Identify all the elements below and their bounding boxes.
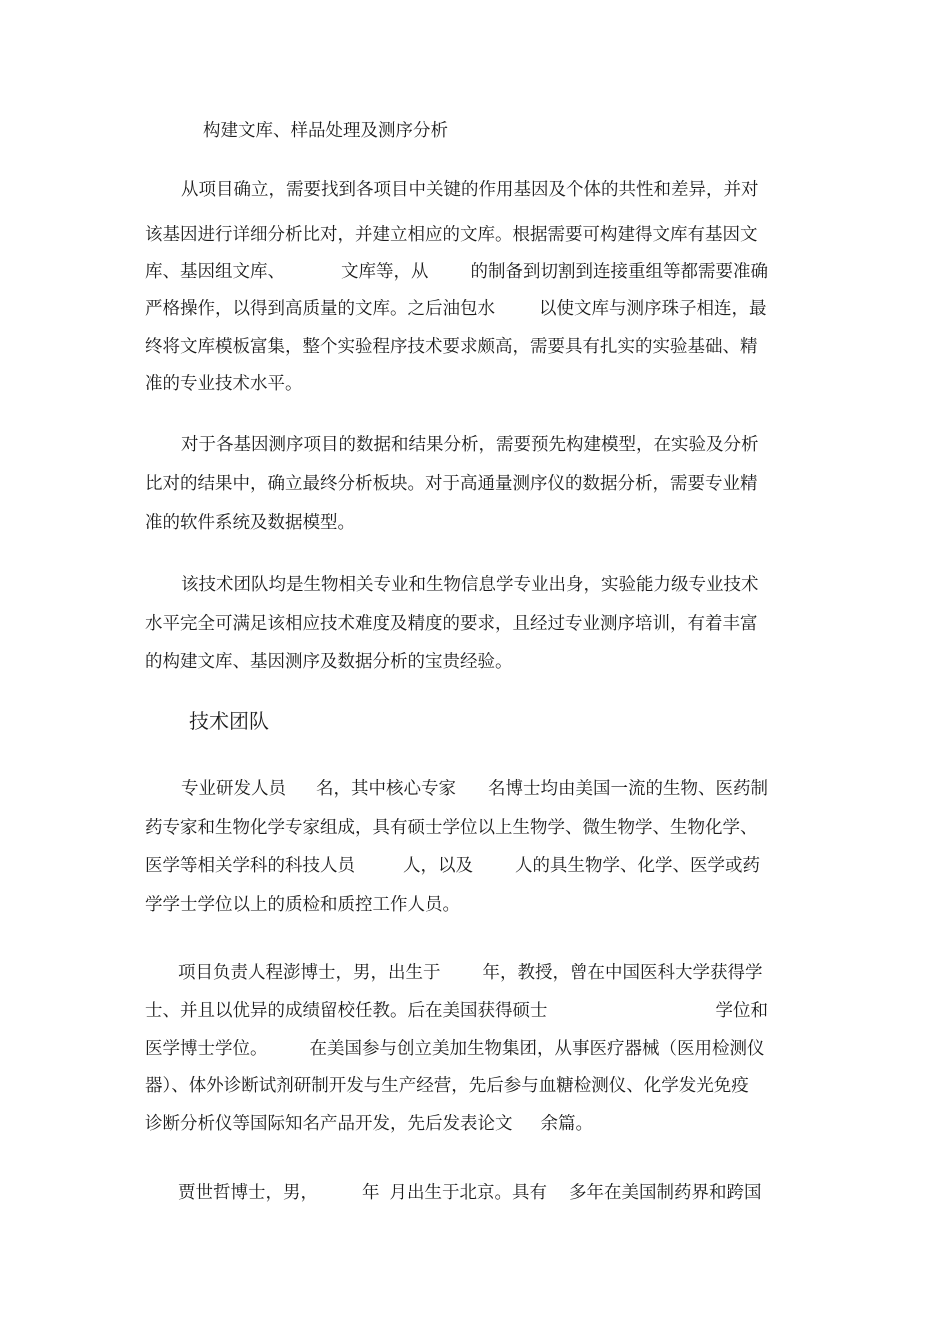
text-segment: 名，其中核心专家	[316, 779, 456, 799]
text-line	[145, 855, 760, 877]
text-segment: 年，教授，曾在中国医科大学获得学	[482, 963, 763, 983]
text-segment: 余篇。	[540, 1114, 593, 1134]
text-segment: 多年在美国制药界和跨国	[569, 1183, 762, 1203]
text-line: 准的软件系统及数据模型。	[145, 513, 355, 533]
text-line	[178, 962, 763, 984]
text-segment: 以使文库与测序珠子相连，最	[539, 299, 767, 319]
text-segment: 名博士均由美国一流的生物、医药制	[488, 779, 768, 799]
text-line: 器）、体外诊断试剂研制开发与生产经营，先后参与血糖检测仪、化学发光免疫	[145, 1076, 749, 1096]
text-line: 药专家和生物化学专家组成，具有硕士学位以上生物学、微生物学、生物化学、	[145, 818, 758, 838]
text-segment: 人的具生物学、化学、医学或药	[515, 856, 760, 876]
text-segment: 专业研发人员	[181, 779, 286, 799]
text-line	[145, 298, 767, 320]
text-line: 比对的结果中，确立最终分析板块。对于高通量测序仪的数据分析，需要专业精	[145, 474, 758, 494]
text-line	[145, 1038, 765, 1060]
text-segment: 人，以及	[403, 856, 473, 876]
text-line	[178, 1182, 762, 1204]
text-segment: 的制备到切割到连接重组等都需要准确	[470, 262, 768, 282]
text-segment: 医学博士学位。	[145, 1039, 268, 1059]
text-segment: 贾世哲博士，男，	[178, 1183, 318, 1203]
text-segment: 项目负责人程澎博士，男，出生于	[178, 963, 441, 983]
text-line	[145, 261, 768, 283]
text-segment: 月出生于北京。具有	[389, 1183, 547, 1203]
text-line: 对于各基因测序项目的数据和结果分析，需要预先构建模型，在实验及分析	[181, 435, 759, 455]
text-line: 水平完全可满足该相应技术难度及精度的要求，且经过专业测序培训，有着丰富	[145, 614, 758, 634]
text-segment: 年	[362, 1183, 380, 1203]
text-line: 该技术团队均是生物相关专业和生物信息学专业出身，实验能力级专业技术	[181, 575, 759, 595]
text-line: 学学士学位以上的质检和质控工作人员。	[145, 895, 460, 915]
text-line	[145, 1000, 768, 1022]
text-segment: 在美国参与创立美加生物集团，从事医疗器械（医用检测仪	[309, 1039, 765, 1059]
text-line: 终将文库模板富集，整个实验程序技术要求颇高，需要具有扎实的实验基础、精	[145, 337, 758, 357]
text-line: 该基因进行详细分析比对，并建立相应的文库。根据需要可构建得文库有基因文	[145, 225, 758, 245]
text-line: 准的专业技术水平。	[145, 374, 303, 394]
text-line: 的构建文库、基因测序及数据分析的宝贵经验。	[145, 652, 513, 672]
section-heading-library: 构建文库、样品处理及测序分析	[203, 121, 448, 141]
text-segment: 库、基因组文库、	[145, 262, 285, 282]
text-line	[181, 778, 768, 800]
text-segment: 士、并且以优异的成绩留校任教。后在美国获得硕士	[145, 1001, 548, 1021]
text-segment: 诊断分析仪等国际知名产品开发，先后发表论文	[145, 1114, 513, 1134]
text-segment: 学位和	[715, 1001, 768, 1021]
text-segment: 严格操作，以得到高质量的文库。之后油包水	[145, 299, 495, 319]
text-segment: 文库等，从	[341, 262, 429, 282]
text-line	[145, 1113, 593, 1135]
text-line: 从项目确立，需要找到各项目中关键的作用基因及个体的共性和差异，并对	[181, 180, 759, 200]
section-heading-team: 技术团队	[189, 709, 269, 733]
text-segment: 医学等相关学科的科技人员	[145, 856, 355, 876]
